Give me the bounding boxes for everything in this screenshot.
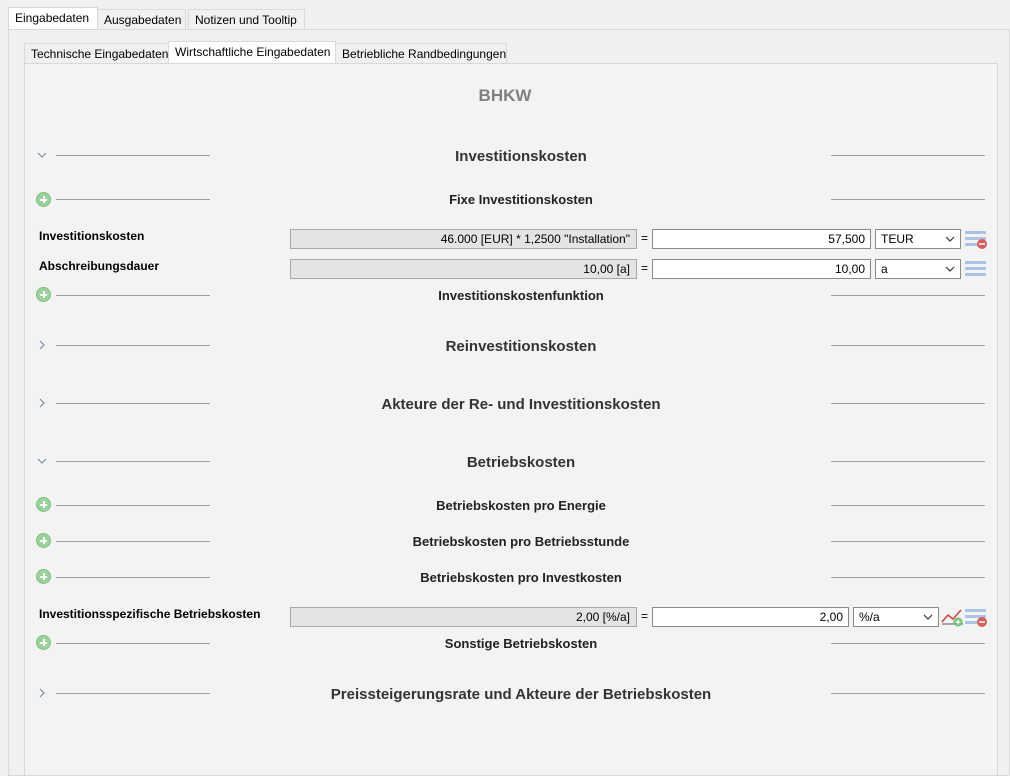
section-preissteigerung: Preissteigerungsrate und Akteure der Betriebskosten — [330, 686, 712, 703]
divider-line — [831, 155, 985, 156]
subsection-bk-pro-investkosten: Betriebskosten pro Investkosten — [420, 570, 622, 585]
divider-line — [831, 577, 985, 578]
plus-circle-icon[interactable] — [36, 533, 51, 548]
plus-circle-icon[interactable] — [36, 635, 51, 650]
divider-line — [831, 693, 985, 694]
equals-sign: = — [641, 231, 649, 245]
section-reinvestitionskosten: Reinvestitionskosten — [445, 338, 597, 355]
list-icon[interactable] — [964, 259, 988, 279]
divider-line — [56, 505, 210, 506]
row-label-invest-bk: Investitionsspezifische Betriebskosten — [39, 607, 261, 621]
subsection-investitionskostenfunktion: Investitionskostenfunktion — [438, 288, 604, 303]
divider-line — [56, 345, 210, 346]
section-investitionskosten: Investitionskosten — [455, 148, 587, 165]
tab-betriebliche-randbedingungen[interactable]: Betriebliche Randbedingungen — [335, 43, 507, 63]
chevron-down-icon — [922, 611, 934, 623]
plus-circle-icon[interactable] — [36, 497, 51, 512]
divider-line — [831, 505, 985, 506]
tab-eingabedaten[interactable]: Eingabedaten — [8, 7, 98, 29]
divider-line — [56, 643, 210, 644]
formula-field-abschreibungsdauer: 10,00 [a] — [290, 259, 637, 279]
divider-line — [831, 403, 985, 404]
chevron-down-icon[interactable] — [35, 148, 49, 162]
tab-technische-eingabedaten[interactable]: Technische Eingabedaten — [24, 43, 169, 63]
divider-line — [56, 577, 210, 578]
unit-select-abschreibungsdauer[interactable] — [875, 259, 961, 279]
subsection-bk-pro-betriebsstunde: Betriebskosten pro Betriebsstunde — [412, 534, 630, 549]
divider-line — [831, 345, 985, 346]
chevron-down-icon — [944, 233, 956, 245]
equals-sign: = — [641, 609, 649, 623]
chevron-right-icon[interactable] — [35, 396, 49, 410]
unit-select-value: %/a — [859, 610, 880, 624]
row-label-abschreibungsdauer: Abschreibungsdauer — [39, 259, 160, 273]
formula-field-invest-bk: 2,00 [%/a] — [290, 607, 637, 627]
divider-line — [831, 461, 985, 462]
tab-wirtschaftliche-eingabedaten[interactable]: Wirtschaftliche Eingabedaten — [168, 41, 336, 63]
divider-line — [831, 643, 985, 644]
subsection-bk-pro-energie: Betriebskosten pro Energie — [436, 498, 606, 513]
chevron-down-icon — [944, 263, 956, 275]
plus-circle-icon[interactable] — [36, 192, 51, 207]
divider-line — [56, 295, 210, 296]
subsection-fixe-investitionskosten: Fixe Investitionskosten — [449, 192, 593, 207]
chevron-down-icon[interactable] — [35, 454, 49, 468]
plus-circle-icon[interactable] — [36, 287, 51, 302]
list-remove-icon[interactable] — [964, 229, 988, 249]
divider-line — [831, 541, 985, 542]
value-input-investitionskosten[interactable]: 57,500 — [652, 229, 871, 249]
unit-select-invest-bk[interactable] — [853, 607, 939, 627]
tab-ausgabedaten[interactable]: Ausgabedaten — [97, 9, 186, 29]
value-input-invest-bk[interactable]: 2,00 — [652, 607, 849, 627]
divider-line — [56, 155, 210, 156]
unit-select-investitionskosten[interactable] — [875, 229, 961, 249]
unit-select-value: TEUR — [881, 232, 914, 246]
value-input-abschreibungsdauer[interactable]: 10,00 — [652, 259, 871, 279]
list-remove-icon[interactable] — [964, 607, 988, 627]
divider-line — [56, 403, 210, 404]
subsection-sonstige-bk: Sonstige Betriebskosten — [444, 636, 598, 651]
divider-line — [831, 199, 985, 200]
formula-field-investitionskosten: 46.000 [EUR] * 1,2500 "Installation" — [290, 229, 637, 249]
unit-select-value: a — [881, 262, 888, 276]
chart-add-icon[interactable] — [941, 607, 965, 627]
page-title: BHKW — [478, 86, 532, 105]
plus-circle-icon[interactable] — [36, 569, 51, 584]
equals-sign: = — [641, 261, 649, 275]
inner-tab-panel — [24, 63, 998, 776]
divider-line — [56, 199, 210, 200]
tab-notizen-tooltip[interactable]: Notizen und Tooltip — [188, 9, 305, 29]
divider-line — [56, 693, 210, 694]
divider-line — [56, 461, 210, 462]
row-label-investitionskosten: Investitionskosten — [39, 229, 145, 243]
divider-line — [831, 295, 985, 296]
chevron-right-icon[interactable] — [35, 686, 49, 700]
section-akteure-re-invest: Akteure der Re- und Investitionskosten — [381, 396, 661, 413]
divider-line — [56, 541, 210, 542]
section-betriebskosten: Betriebskosten — [466, 454, 576, 471]
chevron-right-icon[interactable] — [35, 338, 49, 352]
